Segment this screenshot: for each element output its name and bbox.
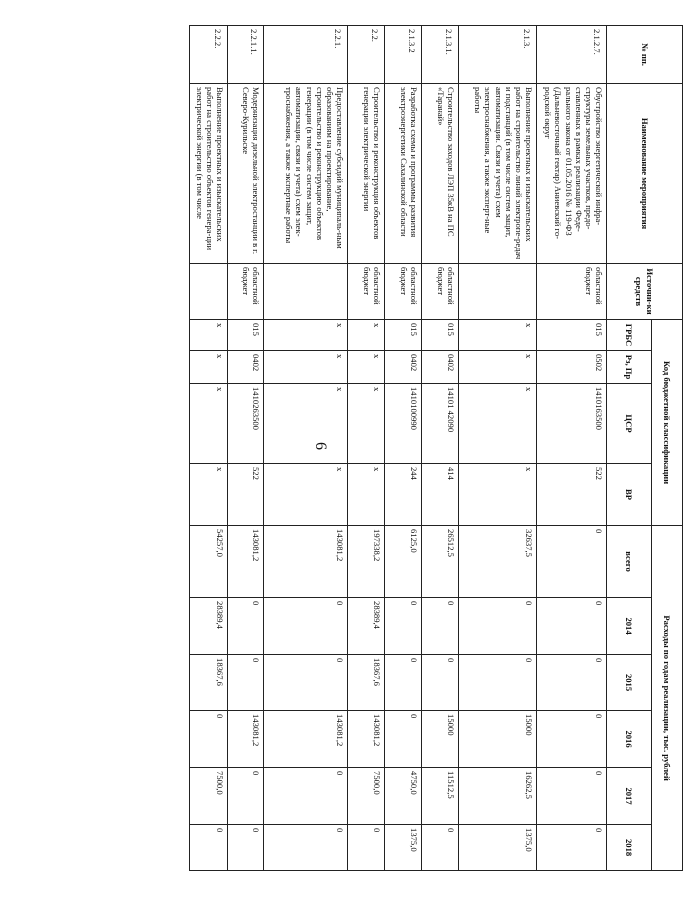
row-2014: 0 <box>422 598 459 655</box>
row-2015: 18367,6 <box>348 655 385 711</box>
row-source: областной бюджет <box>537 264 607 320</box>
row-name: Предоставление субсидий муниципаль-ным образованиям на проектирование, строительство и реконструкцию объектов генерации (в том числе систем защит, автоматизации, связи и учета) схем элек-троснабжения, а также экспертные работы <box>264 84 348 264</box>
row-2017: 7500,0 <box>348 768 385 825</box>
col-header-budget-code: Код бюджетной классификации <box>652 320 683 526</box>
row-2018: 1375,0 <box>385 825 422 871</box>
row-2015: 0 <box>385 655 422 711</box>
row-source <box>190 264 228 320</box>
row-total: 26512,5 <box>422 526 459 598</box>
row-2018: 0 <box>348 825 385 871</box>
row-2017: 11512,5 <box>422 768 459 825</box>
row-2016: 0 <box>537 711 607 768</box>
row-grbs: x <box>459 320 537 351</box>
row-grbs: 015 <box>228 320 264 351</box>
row-name: Выполнение проектных и изыскательских работ на строительство линий электропе-редач и подстанций (в том числе систем защит, автоматизации. Связи и учета) схем электроснабжения, а также эксперт-ные работы <box>459 84 537 264</box>
row-vr: 522 <box>537 464 607 526</box>
row-name: Модернизация дизельной электростанции в г. Северо-Курильске <box>228 84 264 264</box>
row-2014: 0 <box>459 598 537 655</box>
table-row <box>385 26 422 871</box>
page-number: 6 <box>312 442 329 450</box>
row-total: 32637,5 <box>459 526 537 598</box>
row-2014: 0 <box>264 598 348 655</box>
row-csr: 1410163500 <box>537 384 607 464</box>
row-source: областной бюджет <box>348 264 385 320</box>
row-2014: 28389,4 <box>190 598 228 655</box>
row-grbs: 015 <box>537 320 607 351</box>
row-rzpr: x <box>459 351 537 384</box>
row-num: 2.2.1.1. <box>228 26 264 84</box>
row-vr: x <box>264 464 348 526</box>
col-header-num: № пп. <box>607 26 683 84</box>
row-2016: 143081,2 <box>348 711 385 768</box>
row-2018: 0 <box>537 825 607 871</box>
row-rzpr: 0502 <box>537 351 607 384</box>
row-rzpr: x <box>348 351 385 384</box>
row-csr: 1410100990 <box>385 384 422 464</box>
row-2018: 0 <box>422 825 459 871</box>
col-header-2015: 2015 <box>607 655 652 711</box>
col-header-expenses: Расходы по годам реализации, тыс. рублей <box>652 526 683 871</box>
row-2016: 0 <box>385 711 422 768</box>
table-row <box>537 26 607 871</box>
col-header-grbs: ГРБС <box>607 320 652 351</box>
col-header-2016: 2016 <box>607 711 652 768</box>
row-2014: 0 <box>537 598 607 655</box>
row-2014: 0 <box>385 598 422 655</box>
table-row <box>228 26 264 871</box>
col-header-csr: ЦСР <box>607 384 652 464</box>
row-vr: 244 <box>385 464 422 526</box>
row-total: 6125,0 <box>385 526 422 598</box>
row-num: 2.2.2. <box>190 26 228 84</box>
row-grbs: x <box>190 320 228 351</box>
row-csr: x <box>190 384 228 464</box>
row-num: 2.2. <box>348 26 385 84</box>
row-total: 143081,2 <box>264 526 348 598</box>
row-2015: 0 <box>228 655 264 711</box>
col-header-name: Наименование мероприятия <box>607 84 683 264</box>
row-csr: 14101 42090 <box>422 384 459 464</box>
row-vr: x <box>348 464 385 526</box>
row-csr: x <box>264 384 348 464</box>
row-vr: 522 <box>228 464 264 526</box>
row-rzpr: x <box>190 351 228 384</box>
row-csr: x <box>348 384 385 464</box>
row-2018: 1375,0 <box>459 825 537 871</box>
row-2017: 0 <box>264 768 348 825</box>
row-total: 0 <box>537 526 607 598</box>
row-2016: 143081,2 <box>264 711 348 768</box>
col-header-2017: 2017 <box>607 768 652 825</box>
row-total: 197338,2 <box>348 526 385 598</box>
row-csr: x <box>459 384 537 464</box>
row-source: областной бюджет <box>385 264 422 320</box>
row-2018: 0 <box>190 825 228 871</box>
row-2015: 0 <box>459 655 537 711</box>
col-header-vr: ВР <box>607 464 652 526</box>
row-2017: 7500,0 <box>190 768 228 825</box>
row-2018: 0 <box>228 825 264 871</box>
budget-table-sheet <box>161 25 683 870</box>
table-row <box>348 26 385 871</box>
row-rzpr: 0402 <box>422 351 459 384</box>
row-num: 2.1.2.7. <box>537 26 607 84</box>
row-num: 2.1.3. <box>459 26 537 84</box>
row-2016: 143081,2 <box>228 711 264 768</box>
budget-table <box>189 25 683 871</box>
row-rzpr: x <box>264 351 348 384</box>
table-row <box>264 26 348 871</box>
row-2017: 4750,0 <box>385 768 422 825</box>
row-rzpr: 0402 <box>385 351 422 384</box>
row-vr: 414 <box>422 464 459 526</box>
row-2017: 16262,5 <box>459 768 537 825</box>
row-2016: 15000 <box>422 711 459 768</box>
row-total: 143081,2 <box>228 526 264 598</box>
row-2015: 18367,6 <box>190 655 228 711</box>
row-grbs: x <box>264 320 348 351</box>
table-row <box>422 26 459 871</box>
table-row <box>459 26 537 871</box>
row-2015: 0 <box>264 655 348 711</box>
col-header-total: всего <box>607 526 652 598</box>
row-2015: 0 <box>422 655 459 711</box>
row-source <box>459 264 537 320</box>
row-2014: 0 <box>228 598 264 655</box>
row-total: 54257,0 <box>190 526 228 598</box>
col-header-rzpr: Рз, Пр <box>607 351 652 384</box>
row-vr: x <box>190 464 228 526</box>
row-2018: 0 <box>264 825 348 871</box>
row-rzpr: 0402 <box>228 351 264 384</box>
row-2014: 28389,4 <box>348 598 385 655</box>
col-header-source: Источни-ки средств <box>607 264 683 320</box>
row-2017: 0 <box>537 768 607 825</box>
row-num: 2.1.3.2 <box>385 26 422 84</box>
row-2015: 0 <box>537 655 607 711</box>
row-vr: x <box>459 464 537 526</box>
row-name: Строительство заходов ЛЭП 35кВ на ПС «Таранай» <box>422 84 459 264</box>
row-name: Выполнение проектных и изыскательских работ на строительство объектов генера-ции электрической энергии (в том числе <box>190 84 228 264</box>
row-grbs: 015 <box>385 320 422 351</box>
row-name: Разработка схемы и программы развития электроэнергетики Сахалинской области <box>385 84 422 264</box>
row-grbs: x <box>348 320 385 351</box>
row-2016: 0 <box>190 711 228 768</box>
col-header-2014: 2014 <box>607 598 652 655</box>
row-name: Обустройство энергетической инфра-структуры земельных участков, предо-ставленных в рамках реализации Феде-рального закона от 01.05.2016 № 119-ФЗ (Дальневосточный гектар) Аниевский го-родской округ <box>537 84 607 264</box>
row-num: 2.2.1. <box>264 26 348 84</box>
row-grbs: 015 <box>422 320 459 351</box>
row-num: 2.1.3.1. <box>422 26 459 84</box>
row-2017: 0 <box>228 768 264 825</box>
row-name: Строительство и реконструкция объектов генерации электрической энергии <box>348 84 385 264</box>
row-source <box>264 264 348 320</box>
row-csr: 1410263500 <box>228 384 264 464</box>
row-source: областной бюджет <box>228 264 264 320</box>
row-source: областной бюджет <box>422 264 459 320</box>
row-2016: 15000 <box>459 711 537 768</box>
table-row <box>190 26 228 871</box>
col-header-2018: 2018 <box>607 825 652 871</box>
